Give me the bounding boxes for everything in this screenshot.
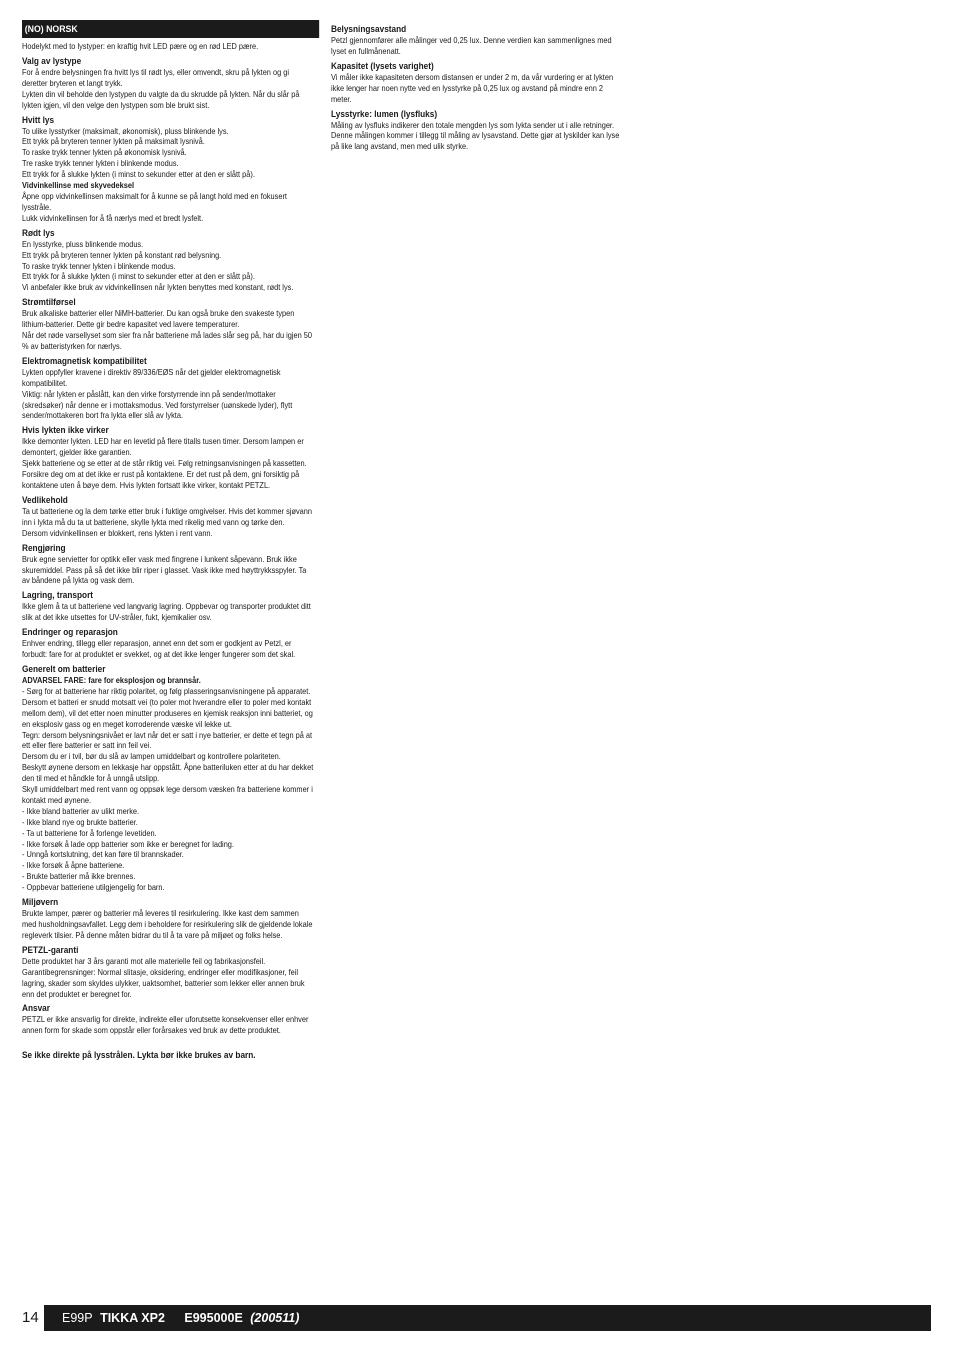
section-body: PETZL er ikke ansvarlig for direkte, indirekte eller uforutsette konsekvenser eller enhver annen form for skade som oppstår eller forårsakes ved bruk av dette produktet. (22, 1014, 309, 1036)
section-body: Ta ut batteriene og la dem tørke etter bruk i fuktige omgivelser. Hvis det kommer sjøvann inn i lykta må du ta ut batteriene, skylle lykta med rikelig med vann og tørke den. Dersom vidvinkellinsen er blokkert, rens lykten i rent vann. (22, 505, 313, 538)
section-body: To ulike lysstyrker (maksimalt, økonomisk), pluss blinkende lys. Ett trykk på bryteren tenner lykten på maksimalt lysnivå. To raske trykk tenner lykten på økonomisk lysnivå. Tre raske trykk tenner lykten i blinkende modus. Ett trykk for å slukke lykten (i minst to sekunder etter at den er slått på). (22, 125, 255, 180)
footer (22, 1305, 931, 1331)
section-body: Hodelykt med to lystyper: en kraftig hvit LED pære og en rød LED pære. (22, 41, 259, 51)
right-sections (331, 24, 623, 152)
section-body: Ikke glem å ta ut batteriene ved langvarig lagring. Oppbevar og transporter produktet ditt slik at det ikke utsettes for UV-stråler, fukt, kjemikalier osv. (22, 601, 311, 623)
section-body-continued: Åpne opp vidvinkellinsen maksimalt for å kunne se på langt hold med en fokusert lysstråle. Lukk vidvinkellinsen for å få nærlys med et bredt lysfelt. (22, 190, 287, 223)
section-body: Vi måler ikke kapasiteten dersom distansen er under 2 m, da vår vurdering er at lykten ikke lenger har noen nytte ved en lysstyrke på 0,25 lux og avstand på mindre enn 2 meter. (331, 71, 614, 104)
warning-text: Se ikke direkte på lysstrålen. Lykta bør ikke brukes av barn. (22, 1050, 256, 1062)
section (331, 109, 623, 153)
section-heading: PETZL-garanti (22, 944, 79, 956)
section (22, 297, 314, 352)
section-heading: Hvis lykten ikke virker (22, 425, 109, 437)
language-header: (NO) NORSK (22, 20, 320, 38)
left-sections (22, 41, 314, 1036)
section-heading: Lysstyrke: lumen (lysfluks) (331, 108, 438, 120)
section-body: Bruk alkaliske batterier eller NiMH-batterier. Du kan også bruke den svakeste typen lithium-batterier. Dette gir bedre kapasitet ved lavere temperaturer. Når det røde varsellyset som sier fra når batteriene må lades slår seg på, har du igjen 50 % av batteristyrken for nærlys. (22, 308, 313, 351)
section-body: Enhver endring, tillegg eller reparasjon, annet enn det som er godkjent av Petzl, er forbudt: fare for at produktet er svekket, og at det ikke lenger fungerer som det skal. (22, 638, 296, 660)
product-name: TIKKA XP2 (100, 1311, 165, 1325)
footer-bar (44, 1305, 931, 1331)
section-subheading: ADVARSEL FARE: fare for eksplosjon og brannsår. (22, 674, 201, 685)
section-heading: Valg av lystype (22, 55, 82, 67)
section (22, 41, 314, 52)
section-body: Bruk egne servietter for optikk eller vask med fingrene i lunkent såpevann. Bruk ikke skuremiddel. Pass på så det ikke blir riper i glasset. Vask ikke med høyttrykksspyler. Ta av båndene på lykta og vask dem. (22, 553, 307, 586)
section (22, 945, 314, 1000)
revision-date: (200511) (250, 1311, 300, 1325)
section-heading: Ansvar (22, 1003, 50, 1015)
section-heading: Rødt lys (22, 227, 55, 239)
section-heading: Rengjøring (22, 542, 66, 554)
section-body: Petzl gjennomfører alle målinger ved 0,25 lux. Denne verdien kan sammenlignes med lyset en fullmånenatt. (331, 35, 612, 56)
document-reference: E995000E (184, 1311, 243, 1325)
section-heading: Kapasitet (lysets varighet) (331, 60, 434, 72)
section (22, 356, 314, 422)
section-heading: Elektromagnetisk kompatibilitet (22, 355, 147, 367)
section (22, 425, 314, 491)
section-heading: Vedlikehold (22, 494, 68, 506)
section (22, 590, 314, 623)
model-code: E99P (62, 1311, 93, 1325)
section-heading: Endringer og reparasjon (22, 627, 118, 639)
section-body: Ikke demonter lykten. LED har en levetid på flere titalls tusen timer. Dersom lampen er demontert, gjelder ikke garantien. Sjekk batteriene og se etter at de står riktig vei. Følg retningsanvisningen på kassetten. Forsikre deg om at det ikke er rust på kontaktene. Er det rust på dem, gni forsiktig på kontaktene uten å bøye dem. Hvis lykten fortsatt ikke virker, kontakt PETZL. (22, 436, 307, 490)
section-body-continued: - Sørg for at batteriene har riktig polaritet, og følg plasseringsanvisningene på apparatet. Dersom et batteri er snudd motsatt vei (to poler mot hverandre eller to poler med kontakt mellom dem), vil det etter noen minutter produseres en kjemisk reaksjon inni batteriet, og en eksplosiv gass og en meget korroderende væske vil lekke ut. Tegn: dersom belysningsnivået er lavt når det er satt i nye batterier, er dette et tegn på at ett eller flere batterier er satt inn feil vei. Dersom du er i tvil, bør du slå av lampen umiddelbart og kontrollere polariteten. Beskytt øynene dersom en lekkasje har oppstått. Åpne batteriluken etter at du har dekket den til med et håndkle for å unngå utslipp. Skyll umiddelbart med rent vann og oppsøk lege dersom væsken fra batteriene kommer i kontakt med øynene. - Ikke bland batterier av ulikt merke. - Ikke bland nye og brukte batterier. - Ta ut batteriene for å forlenge levetiden. - Ikke forsøk å lade opp batterier som ikke er beregnet for lading. - Unngå kortslutning, det kan føre til brannskader. - Ikke forsøk å åpne batteriene. - Brukte batterier må ikke brennes. - Oppbevar batteriene utilgjengelig for barn. (22, 685, 314, 893)
section (22, 897, 314, 941)
section-heading: Strømtilførsel (22, 297, 76, 309)
section-subheading: Vidvinkellinse med skyvedeksel (22, 180, 135, 191)
section-body: Dette produktet har 3 års garanti mot alle materielle feil og fabrikasjonsfeil. Garantibegrensninger: Normal slitasje, oksidering, endringer eller modifikasjoner, feil lagring, skader som skyldes ulykker, uaktsomhet, batterier som lekker eller annen bruk enn det produktet er beregnet for. (22, 955, 305, 999)
section (22, 228, 314, 294)
section-heading: Generelt om batterier (22, 663, 106, 675)
section-heading: Lagring, transport (22, 590, 94, 602)
left-column (22, 20, 314, 1061)
section (331, 24, 623, 57)
page-number: 14 (22, 1309, 39, 1326)
section-body: Lykten oppfyller kravene i direktiv 89/336/EØS når det gjelder elektromagnetisk kompatibilitet. Viktig: når lykten er påslått, kan den virke forstyrrende inn på sender/mottaker (skredsøker) når denne er i mottaksmodus. Ved forstyrrelser (uønskede lyder), flytt sender/mottakeren bort fra lykta eller slå av lykta. (22, 366, 293, 421)
section (22, 664, 314, 893)
section (22, 627, 314, 660)
section-heading: Hvitt lys (22, 114, 55, 126)
section-heading: Miljøvern (22, 897, 59, 909)
section-body: En lysstyrke, pluss blinkende modus. Ett trykk på bryteren tenner lykten på konstant rød belysning. To raske trykk tenner lykten i blinkende modus. Ett trykk for å slukke lykten (i minst to sekunder etter at den er slått på). Vi anbefaler ikke bruk av vidvinkellinsen når lykten benyttes med konstant, rødt lys. (22, 238, 294, 293)
section-body: Brukte lamper, pærer og batterier må leveres til resirkulering. Ikke kast dem sammen med husholdningsavfallet. Legg dem i beholdere for resirkulering slik de gjeldende lokale regleverk tilsier. På denne måten bidrar du til å ta vare på miljøet og folks helse. (22, 908, 313, 940)
section (331, 61, 623, 105)
section (22, 495, 314, 539)
section (22, 56, 314, 111)
section (22, 1003, 314, 1036)
section-body: Måling av lysfluks indikerer den totale mengden lys som lykta sender ut i alle retninger. Denne målingen kommer i tillegg til måling av lysavstand. Dette gjør at lyskilder kan lyse på like lang avstand, men med ulik styrke. (331, 119, 620, 152)
right-column (331, 20, 623, 155)
section-heading: Belysningsavstand (331, 24, 407, 35)
section (22, 543, 314, 587)
section-body: For å endre belysningen fra hvitt lys til rødt lys, eller omvendt, skru på lykten og gi deretter bryteren et langt trykk. Lykten din vil beholde den lystypen du valgte da du skrudde på lykten. Når du slår på lykten igjen, vil den velge den lystypen som ble brukt sist. (22, 66, 300, 110)
section (22, 115, 314, 224)
